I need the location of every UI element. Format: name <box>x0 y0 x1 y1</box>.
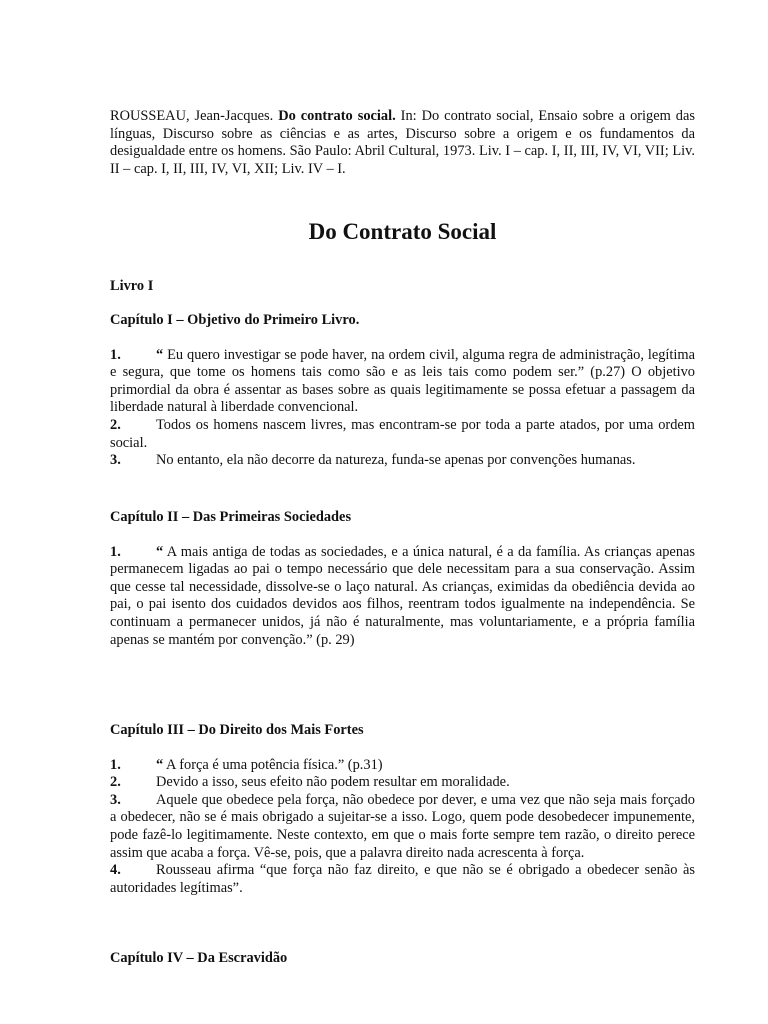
list-item <box>110 757 695 775</box>
item-text: Eu quero investigar se pode haver, na ordem civil, alguma regra de administração, legítima e segura, que tome os homens tais como são e as leis tais como podem ser.” (p.27) O objetivo primordial da obra é assentar as bases sobre as quais legitimamente se possa efetuar a passagem da liberdade natural à liberdade convencional. <box>110 346 695 416</box>
item-text: A força é uma potência física.” (p.31) <box>163 756 383 773</box>
chapter-section <box>110 312 695 470</box>
chapter-section <box>110 722 695 897</box>
list-item <box>110 792 695 862</box>
item-number: 4. <box>110 862 121 879</box>
chapter-heading: Capítulo I – Objetivo do Primeiro Livro. <box>110 312 360 328</box>
item-number: 3. <box>110 791 121 808</box>
item-text: No entanto, ela não decorre da natureza, funda-se apenas por convenções humanas. <box>156 452 636 469</box>
document-title: Do Contrato Social <box>308 219 497 244</box>
chapter-heading: Capítulo II – Das Primeiras Sociedades <box>110 509 352 525</box>
list-item <box>110 862 695 897</box>
item-text: Todos os homens nascem livres, mas encontram-se por toda a parte atados, por uma ordem social. <box>110 416 695 451</box>
list-item <box>110 347 695 417</box>
item-number: 2. <box>110 774 121 791</box>
item-quote-mark: “ <box>156 543 164 560</box>
item-quote-mark: “ <box>156 756 164 773</box>
item-number: 1. <box>110 543 121 560</box>
item-number: 1. <box>110 756 121 773</box>
reference-author: ROUSSEAU, Jean-Jacques. <box>110 108 279 124</box>
reference-details: In: Do contrato social, Ensaio sobre a origem das línguas, Discurso sobre as ciências e as artes, Discurso sobre a origem e os fundamentos da desigualdade entre os homens. São Paulo: Abril Cultural, 1973. Liv. I – cap. I, II, III, IV, VI, VII; Liv. II – cap. I, II, III, IV, VI, XII; Liv. IV – I. <box>110 108 695 177</box>
chapter-section <box>110 950 695 968</box>
item-text: Rousseau afirma “que força não faz direito, e que não se é obrigado a obedecer senão às autoridades legítimas”. <box>110 862 695 896</box>
reference-work-title: Do contrato social. <box>278 108 396 124</box>
chapter-section <box>110 509 695 649</box>
document-page <box>110 108 695 966</box>
list-item <box>110 452 695 470</box>
chapter-heading: Capítulo IV – Da Escravidão <box>110 950 288 966</box>
list-item <box>110 544 695 650</box>
bibliographic-reference <box>110 108 695 178</box>
book-heading: Livro I <box>110 278 154 294</box>
item-text: Devido a isso, seus efeito não podem resultar em moralidade. <box>156 774 510 791</box>
item-number: 3. <box>110 452 121 469</box>
list-item <box>110 417 695 452</box>
item-text: Aquele que obedece pela força, não obedece por dever, e uma vez que não seja mais forçado a obedecer, não se é mais obrigado a sujeitar-se a isso. Logo, quem pode desobedecer impunemente, pode fazê-lo legitimamente. Neste contexto, em que o mais forte sempre tem razão, o direito perece assim que acaba a força. Vê-se, pois, que a palavra direito nada acrescenta à força. <box>110 791 695 861</box>
list-item <box>110 774 695 792</box>
item-number: 1. <box>110 346 121 363</box>
chapter-heading: Capítulo III – Do Direito dos Mais Fortes <box>110 722 364 738</box>
item-text: A mais antiga de todas as sociedades, e a única natural, é a da família. As crianças apenas permanecem ligadas ao pai o tempo necessário que dele necessitam para a sua conservação. Assim que cesse tal necessidade, dissolve-se o laço natural. As crianças, eximidas da obediência devida ao pai, o pai isento dos cuidados devidos aos filhos, reentram todos igualmente na independência. Se continuam a permanecer unidos, já não é naturalmente, mas voluntariamente, e a própria família apenas se mantém por convenção.” (p. 29) <box>110 543 695 648</box>
item-quote-mark: “ <box>156 346 164 363</box>
item-number: 2. <box>110 416 121 433</box>
